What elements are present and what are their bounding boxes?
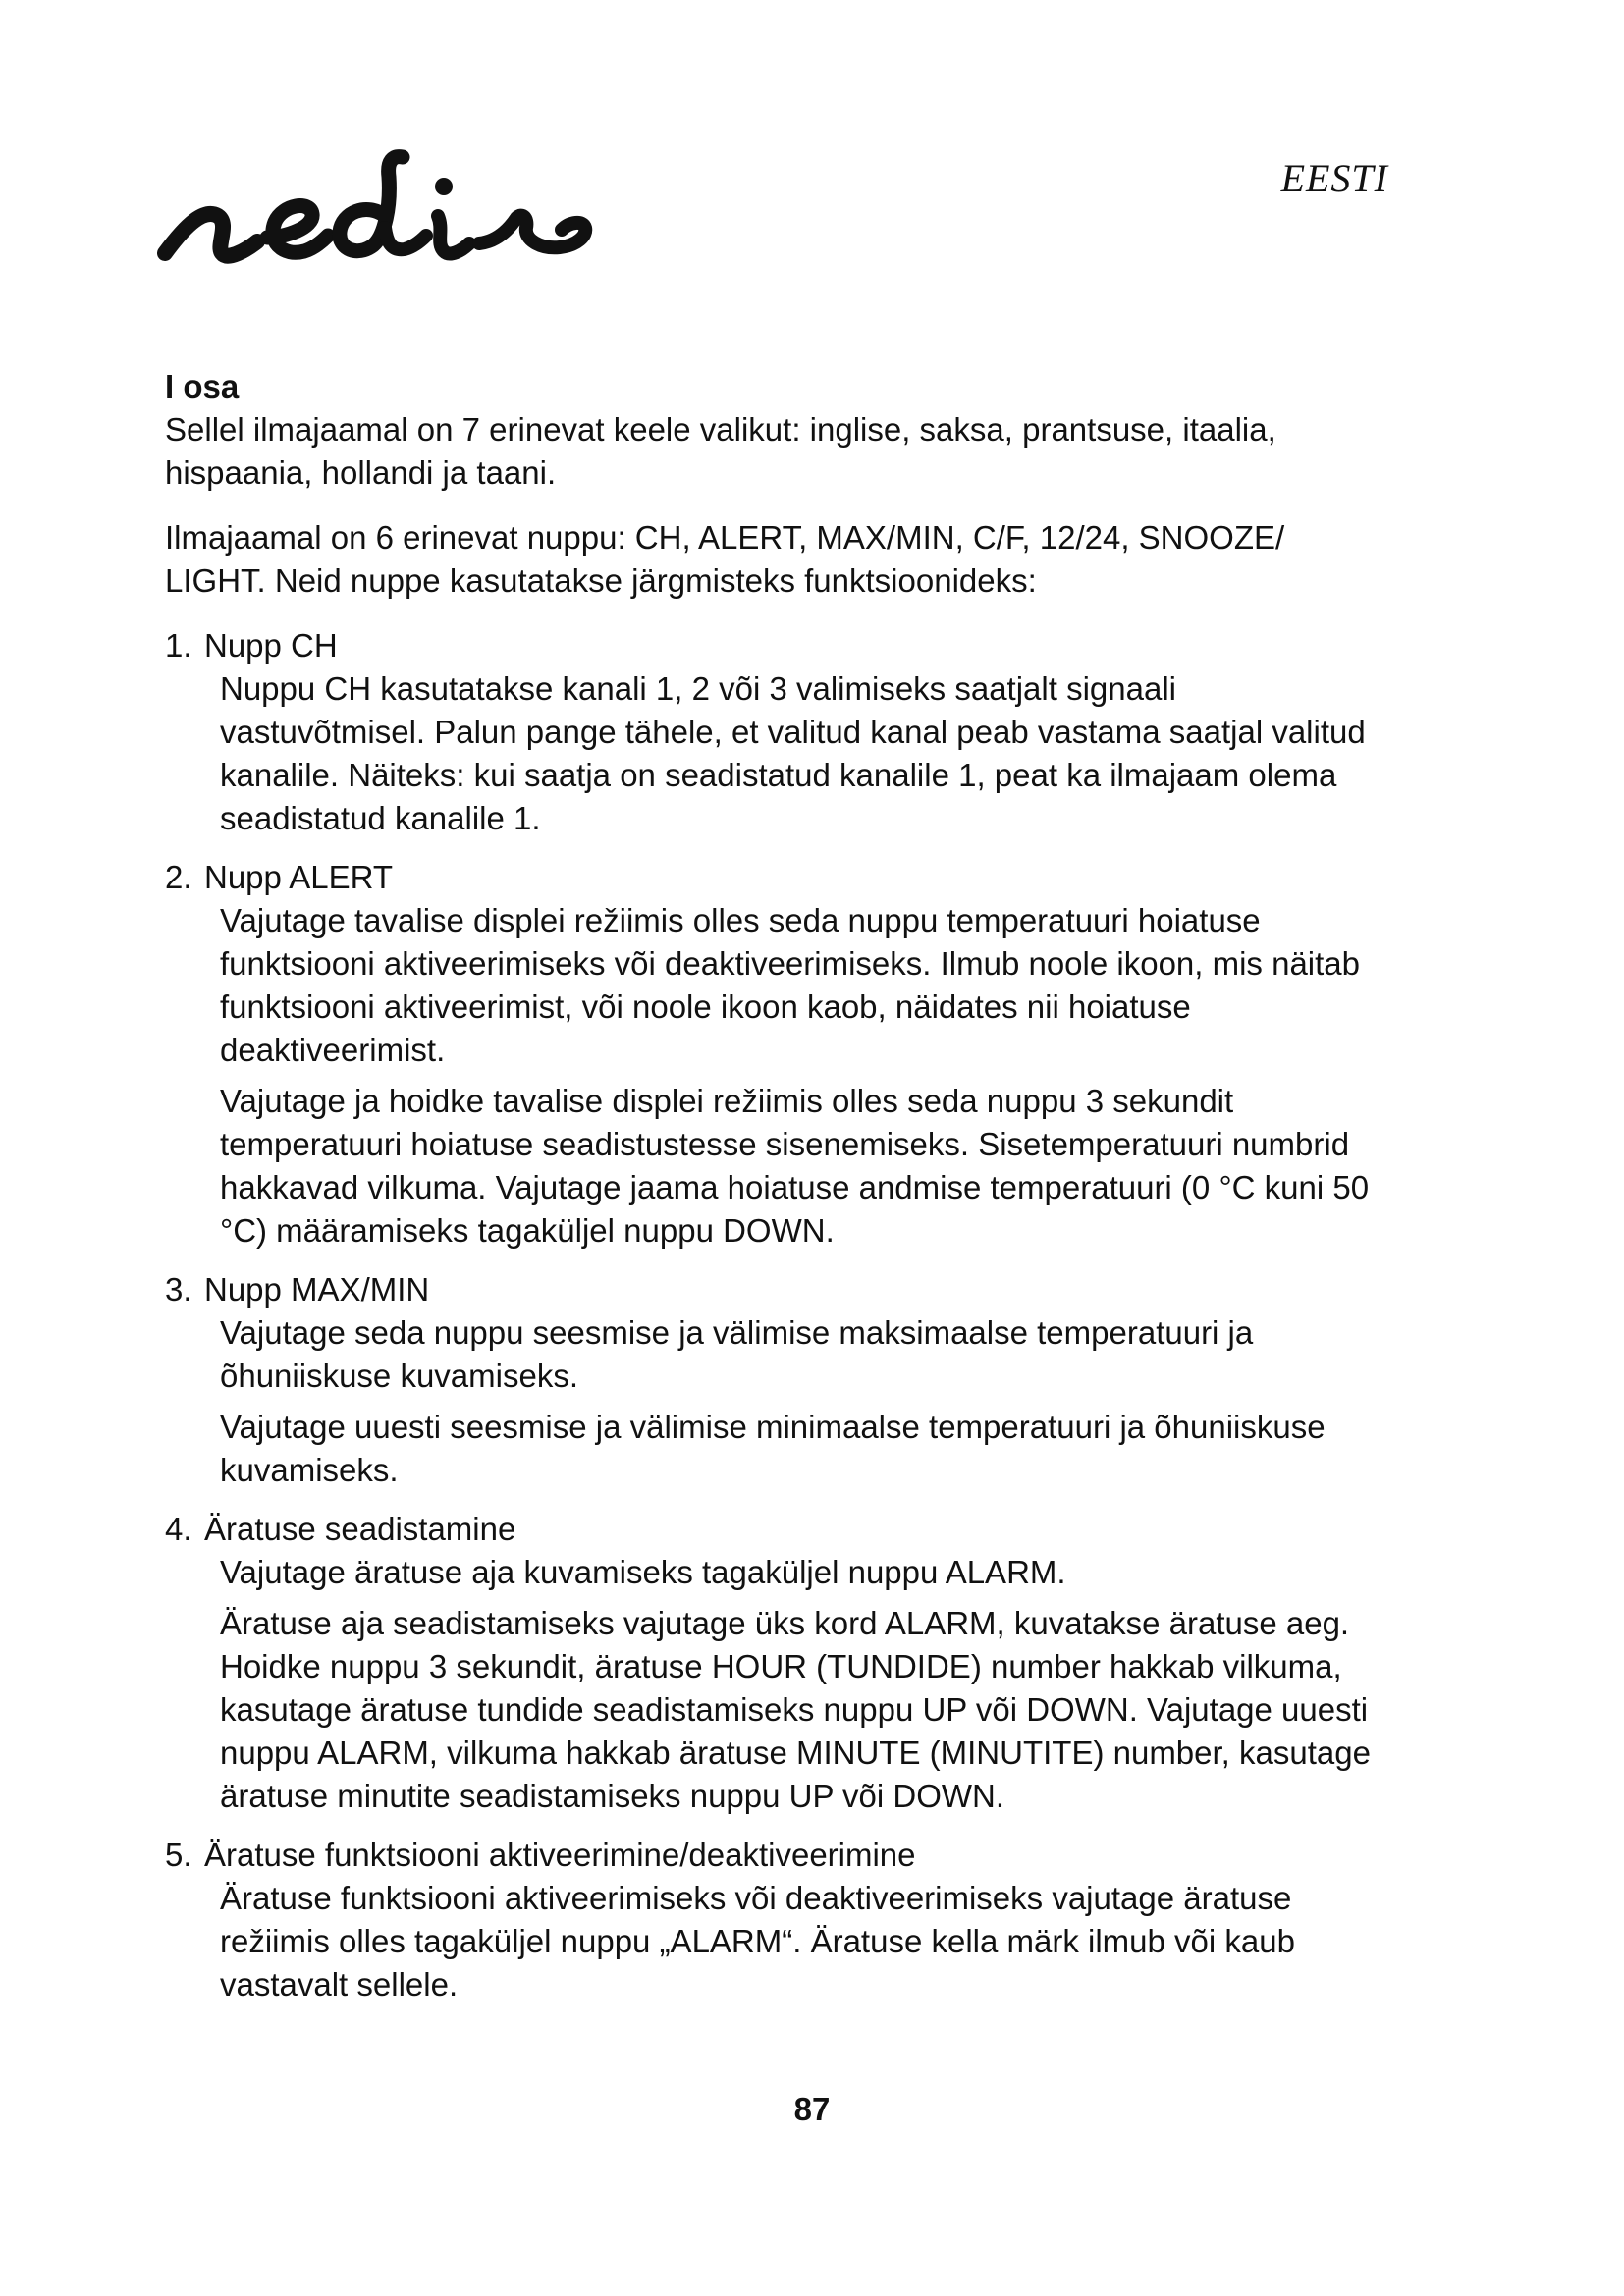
list-item-title: Nupp MAX/MIN — [204, 1271, 430, 1308]
list-item-paragraph: Vajutage seda nuppu seesmise ja välimise maksimaalse temperatuuri ja õhuniiskuse kuvamiseks. — [220, 1314, 1254, 1394]
language-label: EESTI — [1280, 156, 1388, 200]
list-item-alert — [165, 856, 1373, 1253]
list-item-number: 1. — [165, 627, 192, 664]
list-item-max-min — [165, 1268, 1373, 1492]
button-function-list — [165, 624, 1373, 2006]
list-item-title: Äratuse seadistamine — [204, 1511, 516, 1547]
nedis-logo — [157, 147, 609, 285]
list-item-alarm-setting — [165, 1508, 1373, 1818]
list-item-paragraph: Vajutage äratuse aja kuvamiseks tagaküljel nuppu ALARM. — [220, 1554, 1066, 1590]
list-item-paragraph: Äratuse funktsiooni aktiveerimiseks või deaktiveerimiseks vajutage äratuse režiimis olles tagaküljel nuppu „ALARM“. Äratuse kella märk ilmub või kaub vastavalt sellele. — [220, 1880, 1295, 2002]
list-item-paragraph: Äratuse aja seadistamiseks vajutage üks kord ALARM, kuvatakse äratuse aeg. Hoidke nuppu 3 sekundit, äratuse HOUR (TUNDIDE) number hakkab vilkuma, kasutage äratuse tundide seadistamiseks nuppu UP või DOWN. Vajutage uuesti nuppu ALARM, vilkuma hakkab äratuse MINUTE (MINUTITE) number, kasutage äratuse minutite seadistamiseks nuppu UP või DOWN. — [220, 1605, 1371, 1814]
list-item-title: Nupp CH — [204, 627, 338, 664]
section-heading: I osa — [165, 368, 240, 404]
list-item-paragraph: Nuppu CH kasutatakse kanali 1, 2 või 3 valimiseks saatjalt signaali vastuvõtmisel. Palun pange tähele, et valitud kanal peab vastama saatjal valitud kanalile. Näiteks: kui saatja on seadistatud kanalile 1, peat ka ilmajaam olema seadistatud kanalile 1. — [220, 670, 1366, 836]
list-item-title: Nupp ALERT — [204, 859, 394, 895]
list-item-number: 2. — [165, 859, 192, 895]
list-item-number: 4. — [165, 1511, 192, 1547]
intro-paragraph-buttons: Ilmajaamal on 6 erinevat nuppu: CH, ALERT, MAX/MIN, C/F, 12/24, SNOOZE/ LIGHT. Neid nuppe kasutatakse järgmisteks funktsioonideks: — [165, 519, 1285, 599]
list-item-ch — [165, 624, 1373, 840]
list-item-paragraph: Vajutage tavalise displei režiimis olles seda nuppu temperatuuri hoiatuse funktsiooni aktiveerimiseks või deaktiveerimiseks. Ilmub noole ikoon, mis näitab funktsiooni aktiveerimist, või noole ikoon kaob, näidates nii hoiatuse deaktiveerimist. — [220, 902, 1361, 1068]
list-item-title: Äratuse funktsiooni aktiveerimine/deaktiveerimine — [204, 1837, 916, 1873]
list-item-alarm-toggle — [165, 1834, 1373, 2006]
list-item-number: 3. — [165, 1271, 192, 1308]
list-item-paragraph: Vajutage uuesti seesmise ja välimise minimaalse temperatuuri ja õhuniiskuse kuvamiseks. — [220, 1409, 1326, 1488]
list-item-paragraph: Vajutage ja hoidke tavalise displei režiimis olles seda nuppu 3 sekundit temperatuuri hoiatuse seadistustesse sisenemiseks. Sisetemperatuuri numbrid hakkavad vilkuma. Vajutage jaama hoiatuse andmise temperatuuri (0 °C kuni 50 °C) määramiseks tagaküljel nuppu DOWN. — [220, 1083, 1370, 1249]
manual-content — [165, 365, 1373, 2022]
list-item-number: 5. — [165, 1837, 192, 1873]
page-number: 87 — [793, 2091, 831, 2127]
intro-paragraph-languages: Sellel ilmajaamal on 7 erinevat keele valikut: inglise, saksa, prantsuse, itaalia, hispaania, hollandi ja taani. — [165, 411, 1276, 491]
